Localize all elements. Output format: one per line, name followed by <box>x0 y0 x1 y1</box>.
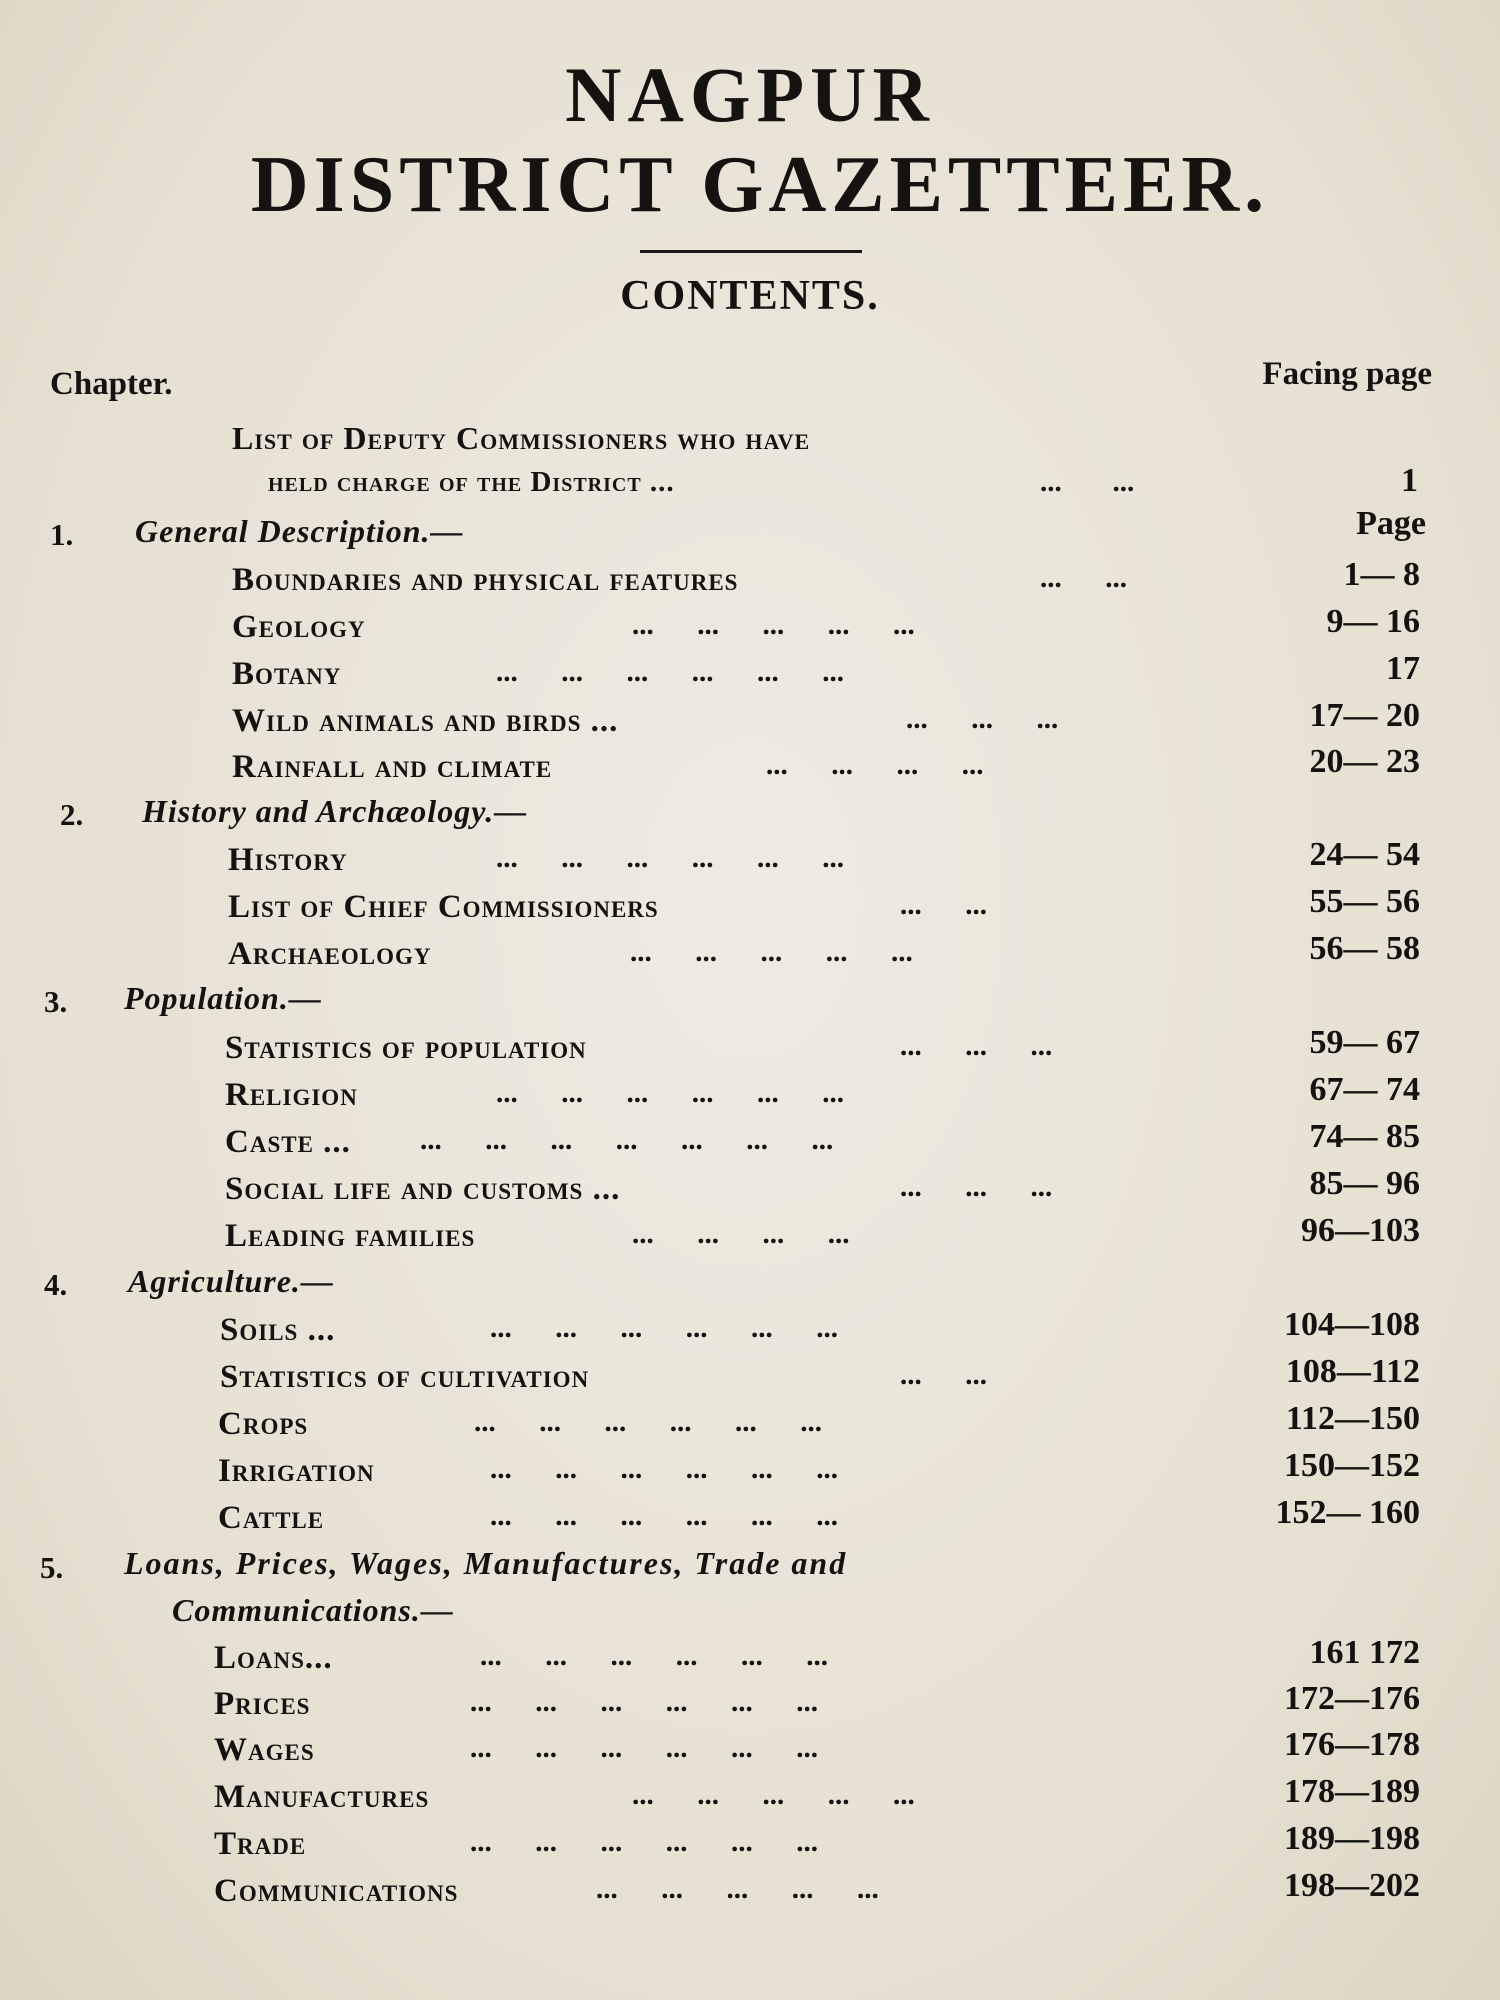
toc-pages-archaeology: 56— 58 <box>1309 930 1420 967</box>
toc-entry-cattle: Cattle <box>218 1500 325 1536</box>
toc-entry-history: History <box>228 842 348 878</box>
chapter-2-title: History and Archæology.— <box>142 793 528 829</box>
chapter-5-title-continued: Communications.— <box>172 1592 454 1628</box>
toc-entry-leading-families: Leading families <box>225 1218 476 1254</box>
toc-pages-prices: 172—176 <box>1284 1680 1420 1717</box>
toc-entry-rainfall: Rainfall and climate <box>232 749 553 785</box>
toc-entry-wild-animals: Wild animals and birds ... <box>232 703 619 739</box>
toc-entry-trade: Trade <box>214 1826 307 1862</box>
chapter-4-number: 4. <box>44 1267 68 1302</box>
toc-entry-geology: Geology <box>232 609 366 645</box>
toc-pages-trade: 189—198 <box>1284 1820 1420 1857</box>
toc-entry-caste: Caste ... <box>225 1124 351 1160</box>
toc-entry-archaeology: Archaeology <box>228 936 432 972</box>
page-column-label: Page <box>1356 505 1426 542</box>
chapter-3-number: 3. <box>44 984 68 1019</box>
toc-pages-statistics-cultivation: 108—112 <box>1285 1353 1420 1390</box>
contents-heading: CONTENTS. <box>620 273 880 319</box>
toc-pages-cattle: 152— 160 <box>1275 1494 1420 1531</box>
toc-entry-social-life: Social life and customs ... <box>225 1171 621 1207</box>
toc-pages-soils: 104—108 <box>1284 1306 1420 1343</box>
intro-line-1: List of Deputy Commissioners who have <box>232 420 811 456</box>
toc-pages-irrigation: 150—152 <box>1284 1447 1420 1484</box>
toc-pages-communications: 198—202 <box>1284 1867 1420 1904</box>
toc-pages-wild-animals: 17— 20 <box>1309 697 1420 734</box>
intro-line-2: held charge of the District ... <box>268 466 675 498</box>
toc-pages-wages: 176—178 <box>1284 1726 1420 1763</box>
toc-pages-manufactures: 178—189 <box>1284 1773 1420 1810</box>
chapter-4-title: Agriculture.— <box>128 1263 334 1299</box>
toc-entry-crops: Crops <box>218 1406 309 1442</box>
chapter-3-title: Population.— <box>124 980 322 1016</box>
chapter-1-title: General Description.— <box>135 513 464 549</box>
toc-entry-irrigation: Irrigation <box>218 1453 375 1489</box>
page-background: NAGPUR DISTRICT GAZETTEER. CONTENTS. Chapter. Facing page List of Deputy Commissioners who have held charge of the District ... ... ... 1 1. General Description.— Page Boundaries and physical features ... ... 1— 8 Geology ... ... ... ... ... 9— 16 Botany ... ... ... ... ... ... 17 Wild animals and birds ... ... ... ... 17— 20 Rainfall and climate ... ... ... ... 20— 23 2. History and Archæology.— History ... ... ... ... ... ... 24— 54 List of Chief Commissioners ... ... 55— 56 Archaeology ... ... ... ... ... 56— 58 3. Population.— Statistics of population ... ... ... 59— 67 Religion ... ... ... ... ... ... 67— 74 Caste ... ... ... ... ... ... ... ... 74— 85 Social life and customs ... ... ... ... 85— 96 Leading families ... ... ... ... 96—103 4. Agriculture.— Soils ... ... ... ... ... ... ... 104—108 Statistics of cultivation ... ... 108—112 Crops ... ... ... ... ... ... 112—150 Irrigation ... ... ... ... ... ... 150—152 Cattle ... ... ... ... ... ... 152— 160 5. Loans, Prices, Wages, Manufactures, Trade and Communications.— Loans... ... ... ... ... ... ... 161 172 Prices ... ... ... ... ... ... 172—176 Wages ... ... ... ... ... ... 176—178 Manufactures ... ... ... ... ... 178—189 Trade ... ... ... ... ... ... 189—198 Communications ... ... ... ... ... 198—202 <box>0 0 1500 2000</box>
toc-entry-statistics-population: Statistics of population <box>225 1030 587 1066</box>
toc-pages-leading-families: 96—103 <box>1301 1212 1420 1249</box>
title-line-1: NAGPUR <box>565 51 935 138</box>
toc-pages-history: 24— 54 <box>1309 836 1420 873</box>
toc-pages-crops: 112—150 <box>1285 1400 1420 1437</box>
toc-entry-boundaries: Boundaries and physical features <box>232 562 739 598</box>
toc-entry-statistics-cultivation: Statistics of cultivation <box>220 1359 590 1395</box>
toc-pages-loans: 161 172 <box>1309 1634 1420 1671</box>
title-line-2: DISTRICT GAZETTEER. <box>250 141 1270 229</box>
toc-pages-boundaries: 1— 8 <box>1343 556 1420 593</box>
toc-pages-rainfall: 20— 23 <box>1309 743 1420 780</box>
chapter-5-title: Loans, Prices, Wages, Manufactures, Trade and <box>124 1545 848 1581</box>
chapter-2-number: 2. <box>60 797 84 832</box>
toc-pages-caste: 74— 85 <box>1309 1118 1420 1155</box>
chapter-5-number: 5. <box>40 1550 64 1585</box>
toc-entry-manufactures: Manufactures <box>214 1779 430 1815</box>
toc-pages-social-life: 85— 96 <box>1309 1165 1420 1202</box>
intro-page: 1 <box>1401 462 1418 499</box>
toc-pages-botany: 17 <box>1386 650 1420 687</box>
toc-pages-religion: 67— 74 <box>1309 1071 1420 1108</box>
toc-entry-loans: Loans... <box>214 1640 333 1676</box>
facing-page-column-label: Facing page <box>1262 356 1432 392</box>
toc-entry-religion: Religion <box>225 1077 358 1113</box>
toc-pages-geology: 9— 16 <box>1326 603 1420 640</box>
toc-pages-chief-commissioners: 55— 56 <box>1309 883 1420 920</box>
chapter-column-label: Chapter. <box>50 366 173 402</box>
toc-entry-chief-commissioners: List of Chief Commissioners <box>228 889 659 925</box>
toc-entry-prices: Prices <box>214 1686 311 1722</box>
toc-entry-wages: Wages <box>214 1732 315 1768</box>
toc-entry-botany: Botany <box>232 656 342 692</box>
toc-entry-soils: Soils ... <box>220 1312 336 1348</box>
title-rule <box>640 250 862 253</box>
chapter-1-number: 1. <box>50 517 74 552</box>
toc-pages-statistics-population: 59— 67 <box>1309 1024 1420 1061</box>
toc-entry-communications: Communications <box>214 1873 459 1909</box>
